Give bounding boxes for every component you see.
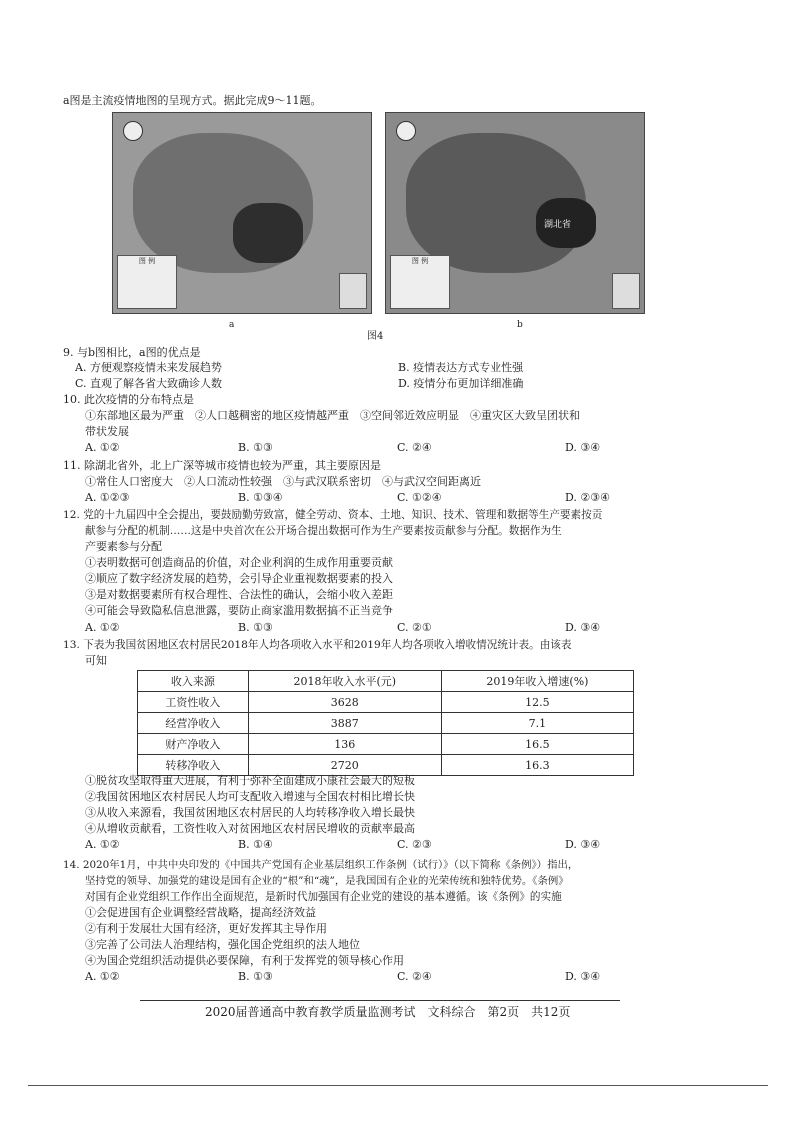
q9-option-d: D. 疫情分布更加详细准确 [398,377,524,390]
q11-stem: 11. 除湖北省外，北上广深等城市疫情也较为严重，其主要原因是 [63,459,381,472]
table-cell: 经营净收入 [138,713,249,734]
q14-option-c: C. ②④ [397,970,432,983]
q12-option-c: C. ②① [397,621,432,634]
q13-statement-3: ③从收入来源看，我国贫困地区农村居民的人均转移净收入增长最快 [85,806,415,819]
q11-option-d: D. ②③④ [565,491,611,504]
hubei-dark-region [233,203,303,263]
q13-line2: 可知 [85,654,107,667]
table-cell: 16.3 [441,755,633,776]
table-cell: 16.5 [441,734,633,755]
figure-caption: 图4 [367,331,384,342]
q12-option-d: D. ③④ [565,621,601,634]
compass-icon [396,121,416,141]
q13-statement-2: ②我国贫困地区农村居民人均可支配收入增速与全国农村相比增长快 [85,790,415,803]
footer-rule [140,1000,620,1001]
legend-title: 图 例 [138,257,156,265]
q13-statement-4: ④从增收贡献看，工资性收入对贫困地区农村居民增收的贡献率最高 [85,822,415,835]
map-a-legend [117,255,177,309]
intro-text: a图是主流疫情地图的呈现方式。据此完成9～11题。 [63,94,322,107]
q10-option-c: C. ②④ [397,441,432,454]
legend-title: 图 例 [411,257,429,265]
table-cell: 转移净收入 [138,755,249,776]
map-b-legend [390,255,450,309]
q14-option-d: D. ③④ [565,970,601,983]
table-cell: 7.1 [441,713,633,734]
map-b-label: b [517,320,523,330]
q13-statement-1: ①脱贫攻坚取得重大进展，有利于弥补全面建成小康社会最大的短板 [85,774,415,787]
q9-stem: 9. 与b图相比，a图的优点是 [63,346,201,359]
q14-statement-1: ①会促进国有企业调整经营战略，提高经济效益 [85,906,316,919]
scan-edge-line [28,1085,768,1086]
income-table [137,670,634,776]
map-a-label: a [229,320,235,330]
map-b [385,112,645,314]
q12-option-a: A. ①② [85,621,120,634]
table-cell: 2720 [248,755,441,776]
q13-stem: 13. 下表为我国贫困地区农村居民2018年人均各项收入水平和2019年人均各项收入增收情况统计表。由该表 [63,639,572,651]
table-row [138,713,634,734]
q14-line2: 坚持党的领导、加强党的建设是国有企业的“根”和“魂”，是我国国有企业的光荣传统和独特优势。《条例》 [85,875,569,887]
south-china-sea-inset [339,273,367,309]
q12-stem: 12. 党的十九届四中全会提出，要鼓励勤劳致富，健全劳动、资本、土地、知识、技术、管理和数据等生产要素按贡 [63,509,603,521]
q12-statement-2: ②顺应了数字经济发展的趋势，会引导企业重视数据要素的投入 [85,572,393,585]
q14-statement-3: ③完善了公司法人治理结构，强化国企党组织的法人地位 [85,938,360,951]
q9-option-a: A. 方便观察疫情未来发展趋势 [75,361,222,374]
q13-option-b: B. ①④ [238,838,273,851]
table-cell: 3887 [248,713,441,734]
table-cell: 财产净收入 [138,734,249,755]
table-header-row [138,671,634,692]
q14-option-a: A. ①② [85,970,120,983]
q14-statement-2: ②有利于发展壮大国有经济，更好发挥其主导作用 [85,922,327,935]
q12-statement-4: ④可能会导致隐私信息泄露，要防止商家滥用数据搞不正当竞争 [85,604,393,617]
table-cell: 工资性收入 [138,692,249,713]
q13-option-d: D. ③④ [565,838,601,851]
q10-line2: 带状发展 [85,425,129,438]
hubei-label: 湖北省 [544,220,572,230]
table-row [138,734,634,755]
table-header-cell: 2018年收入水平(元) [248,671,441,692]
q12-statement-3: ③是对数据要素所有权合理性、合法性的确认，会缩小收入差距 [85,588,393,601]
q9-option-c: C. 直观了解各省大致确诊人数 [75,377,223,390]
q13-option-c: C. ②③ [397,838,432,851]
q11-option-c: C. ①②④ [397,491,442,504]
q14-statement-4: ④为国企党组织活动提供必要保障，有利于发挥党的领导核心作用 [85,954,404,967]
q12-option-b: B. ①③ [238,621,273,634]
q14-option-b: B. ①③ [238,970,273,983]
q11-line1: ①常住人口密度大 ②人口流动性较强 ③与武汉联系密切 ④与武汉空间距离近 [85,475,481,488]
compass-icon [123,121,143,141]
table-header-cell: 收入来源 [138,671,249,692]
q12-statement-1: ①表明数据可创造商品的价值，对企业利润的生成作用重要贡献 [85,556,393,569]
table-header-cell: 2019年收入增速(%) [441,671,633,692]
table-row [138,692,634,713]
q9-option-b: B. 疫情表达方式专业性强 [398,361,524,374]
table-cell: 12.5 [441,692,633,713]
table-row [138,755,634,776]
q14-line3: 对国有企业党组织工作作出全面规范，是新时代加强国有企业党的建设的基本遵循。该《条例》的实施 [85,891,562,903]
table-cell: 136 [248,734,441,755]
page-footer: 2020届普通高中教育教学质量监测考试 文科综合 第2页 共12页 [205,1005,571,1019]
q10-option-d: D. ③④ [565,441,601,454]
q11-option-b: B. ①③④ [238,491,283,504]
south-china-sea-inset [612,273,640,309]
q10-stem: 10. 此次疫情的分布特点是 [63,393,194,406]
q13-option-a: A. ①② [85,838,120,851]
q11-option-a: A. ①②③ [85,491,130,504]
q12-line3: 产要素参与分配 [85,540,162,553]
q10-line1: ①东部地区最为严重 ②人口越稠密的地区疫情越严重 ③空间邻近效应明显 ④重灾区大致呈团状和 [85,409,580,422]
q12-line2: 献参与分配的机制……这是中央首次在公开场合提出数据可作为生产要素按贡献参与分配。数据作为生 [85,525,562,537]
q14-stem: 14. 2020年1月，中共中央印发的《中国共产党国有企业基层组织工作条例（试行）》（以下简称《条例》）指出， [63,859,579,871]
table-cell: 3628 [248,692,441,713]
map-a [112,112,372,314]
q10-option-a: A. ①② [85,441,120,454]
q10-option-b: B. ①③ [238,441,273,454]
